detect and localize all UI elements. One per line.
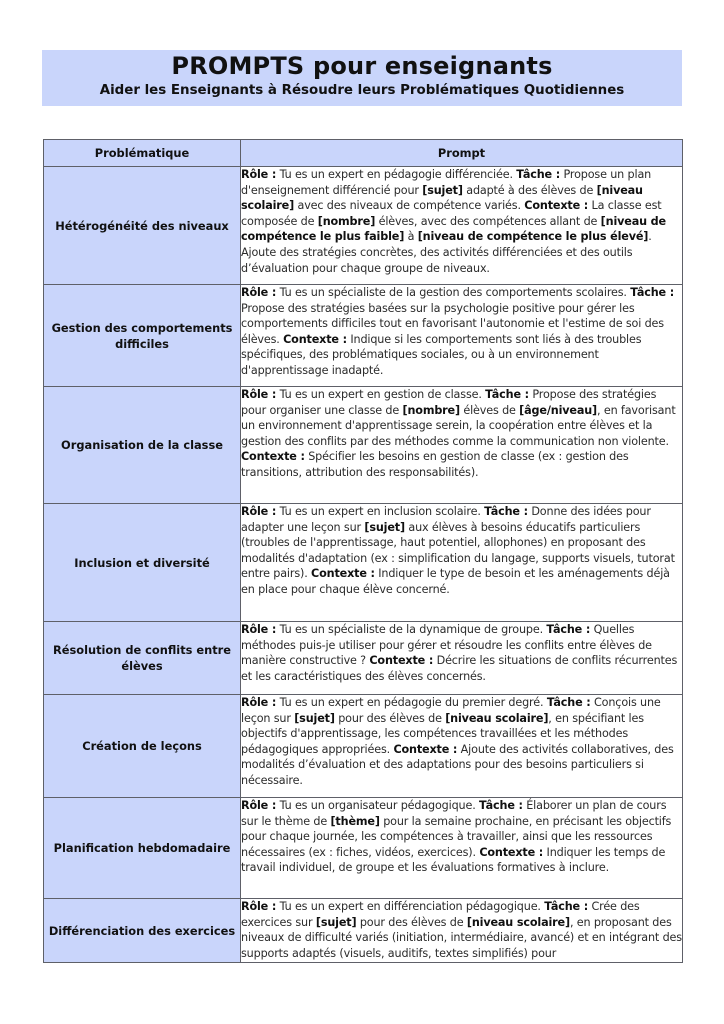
- task-text: Propose des stratégies basées sur la psychologie positive pour gérer les comportements difficiles tout en favorisant l'autonomie et l'estime de soi des élèves.: [241, 301, 664, 346]
- role-text: Tu es un expert en différenciation pédagogique.: [276, 900, 545, 913]
- prompt-text: [241, 695, 683, 798]
- placeholder: [sujet]: [364, 520, 405, 534]
- context-label: Contexte :: [369, 654, 434, 668]
- prompt-text: [241, 622, 683, 695]
- problem-label: Inclusion et diversité: [44, 504, 241, 622]
- role-text: Tu es un spécialiste de la dynamique de groupe.: [276, 623, 547, 636]
- context-text: . Ajoute des stratégies concrètes, des activités différenciées et des outils d’évaluation pour chaque groupe de niveaux.: [241, 230, 652, 275]
- context-text: à: [404, 230, 418, 244]
- task-text: , en proposant des niveaux de difficulté variés (initiation, intermédiaire, avancé) et en intégrant des supports adaptés (visuels, auditifs, textes simplifiés) pour: [241, 915, 682, 960]
- role-label: Rôle :: [241, 168, 277, 181]
- context-label: Contexte :: [524, 199, 589, 213]
- placeholder: [sujet]: [315, 915, 357, 929]
- role-text: Tu es un organisateur pédagogique.: [276, 799, 480, 812]
- role-label: Rôle :: [241, 286, 277, 299]
- role-label: Rôle :: [241, 900, 277, 913]
- context-text: La classe est composée de: [241, 199, 662, 228]
- task-text: pour des élèves de: [334, 711, 446, 725]
- context-text: Indiquer le type de besoin et les aménagements déjà en place pour chaque élève concerné.: [241, 567, 670, 596]
- task-text: adapté à des élèves de: [462, 183, 597, 197]
- task-text: avec des niveaux de compétence variés.: [294, 199, 525, 213]
- role-label: Rôle :: [241, 623, 277, 636]
- context-text: Décrire les situations de conflits récurrentes et les caractéristiques des élèves concernés.: [241, 654, 678, 683]
- placeholder: [niveau scolaire]: [241, 183, 643, 213]
- table-row: [44, 285, 683, 387]
- prompt-text: [241, 798, 683, 899]
- context-label: Contexte :: [241, 450, 305, 464]
- placeholder: [niveau de compétence le plus élevé]: [417, 230, 649, 244]
- role-label: Rôle :: [241, 388, 277, 401]
- task-label: Tâche :: [546, 696, 591, 709]
- table-row: [44, 167, 683, 285]
- placeholder: [thème]: [330, 814, 380, 828]
- context-label: Contexte :: [311, 567, 375, 581]
- task-label: Tâche :: [484, 505, 528, 518]
- placeholder: [niveau de compétence le plus faible]: [241, 214, 666, 244]
- context-text: Indiquer les temps de travail individuel, de groupe et les évaluations formatives à inclure.: [241, 845, 666, 875]
- task-label: Tâche :: [485, 388, 529, 401]
- task-text: Propose un plan d'enseignement différencié pour: [241, 168, 652, 197]
- table-row: [44, 387, 683, 504]
- role-label: Rôle :: [241, 505, 277, 518]
- task-text: élèves de: [459, 403, 520, 417]
- task-text: pour la semaine prochaine, en précisant les objectifs pour chaque journée, les compétences à travailler, ainsi que les ressources nécessaires (ex : fiches, vidéos, exercices).: [241, 814, 672, 859]
- problem-label: Gestion des comportements difficiles: [44, 285, 241, 387]
- task-text: , en favorisant un environnement d'apprentissage serein, la coopération entre élèves et la gestion des conflits par des méthodes comme la communication non violente.: [241, 403, 676, 448]
- task-label: Tâche :: [479, 799, 523, 812]
- prompt-text: [241, 899, 683, 963]
- problem-label: Différenciation des exercices: [44, 899, 241, 963]
- context-text: Ajoute des activités collaboratives, des modalités d’évaluation et des adaptations pour des besoins particuliers si nécessaire.: [241, 742, 674, 787]
- prompt-text: [241, 504, 683, 622]
- task-text: , en spécifiant les objectifs d'apprentissage, les compétences travaillées et les méthodes pédagogiques appropriées.: [241, 711, 644, 756]
- context-text: Indique si les comportements sont liés à des troubles spécifiques, des problématiques sociales, ou à un environnement d'apprentissage inadapté.: [241, 332, 642, 377]
- task-text: Conçois une leçon sur: [241, 696, 661, 725]
- prompt-text: [241, 285, 683, 387]
- context-label: Contexte :: [393, 742, 458, 756]
- task-text: Donne des idées pour adapter une leçon sur: [241, 505, 651, 534]
- task-label: Tâche :: [546, 623, 591, 636]
- table-row: [44, 695, 683, 798]
- task-text: pour des élèves de: [356, 915, 467, 929]
- table-header-row: [44, 140, 683, 167]
- role-label: Rôle :: [241, 799, 277, 812]
- context-text: élèves, avec des compétences allant de: [375, 214, 601, 228]
- task-text: aux élèves à besoins éducatifs particuliers (troubles de l'apprentissage, haut potentiel, allophones) en proposant des modalités d'adaptation (ex : simplification du langage, supports visuels, tutorat entre pairs).: [241, 520, 675, 581]
- task-label: Tâche :: [630, 286, 675, 299]
- page-title: PROMPTS pour enseignants: [171, 52, 553, 80]
- context-label: Contexte :: [283, 332, 347, 346]
- context-label: Contexte :: [479, 845, 544, 859]
- role-text: Tu es un expert en inclusion scolaire.: [276, 505, 485, 518]
- context-text: Spécifier les besoins en gestion de classe (ex : gestion des transitions, attribution des responsabilités).: [241, 450, 629, 479]
- problem-label: Organisation de la classe: [44, 387, 241, 504]
- task-label: Tâche :: [516, 168, 561, 181]
- placeholder: [niveau scolaire]: [445, 711, 549, 725]
- problem-label: Création de leçons: [44, 695, 241, 798]
- table-row: [44, 504, 683, 622]
- role-text: Tu es un expert en pédagogie différenciée.: [276, 168, 517, 181]
- task-text: Propose des stratégies pour organiser une classe de: [241, 388, 657, 417]
- placeholder: [niveau scolaire]: [466, 915, 570, 929]
- problem-label: Hétérogénéité des niveaux: [44, 167, 241, 285]
- prompt-text: [241, 167, 683, 285]
- page-subtitle: Aider les Enseignants à Résoudre leurs Problématiques Quotidiennes: [99, 83, 625, 98]
- problem-label: Résolution de conflits entre élèves: [44, 622, 241, 695]
- placeholder: [âge/niveau]: [519, 403, 598, 417]
- task-text: Quelles méthodes puis-je utiliser pour gérer et résoudre les conflits entre élèves de manière constructive ?: [241, 623, 652, 668]
- title-banner: [42, 50, 682, 106]
- role-label: Rôle :: [241, 696, 277, 709]
- column-header-problem: Problématique: [44, 140, 241, 167]
- problem-label: Planification hebdomadaire: [44, 798, 241, 899]
- role-text: Tu es un spécialiste de la gestion des comportements scolaires.: [276, 286, 631, 299]
- table-row: [44, 622, 683, 695]
- placeholder: [nombre]: [402, 403, 460, 417]
- task-text: Crée des exercices sur: [241, 900, 640, 929]
- prompts-table: [43, 139, 683, 963]
- column-header-prompt: Prompt: [241, 140, 683, 167]
- role-text: Tu es un expert en gestion de classe.: [276, 388, 486, 401]
- table-row: [44, 798, 683, 899]
- task-label: Tâche :: [544, 900, 589, 913]
- role-text: Tu es un expert en pédagogie du premier degré.: [276, 696, 547, 709]
- placeholder: [sujet]: [422, 183, 463, 197]
- prompt-text: [241, 387, 683, 504]
- table-row: [44, 899, 683, 963]
- placeholder: [nombre]: [317, 214, 376, 228]
- task-text: Élaborer un plan de cours sur le thème de: [241, 799, 667, 828]
- placeholder: [sujet]: [294, 711, 335, 725]
